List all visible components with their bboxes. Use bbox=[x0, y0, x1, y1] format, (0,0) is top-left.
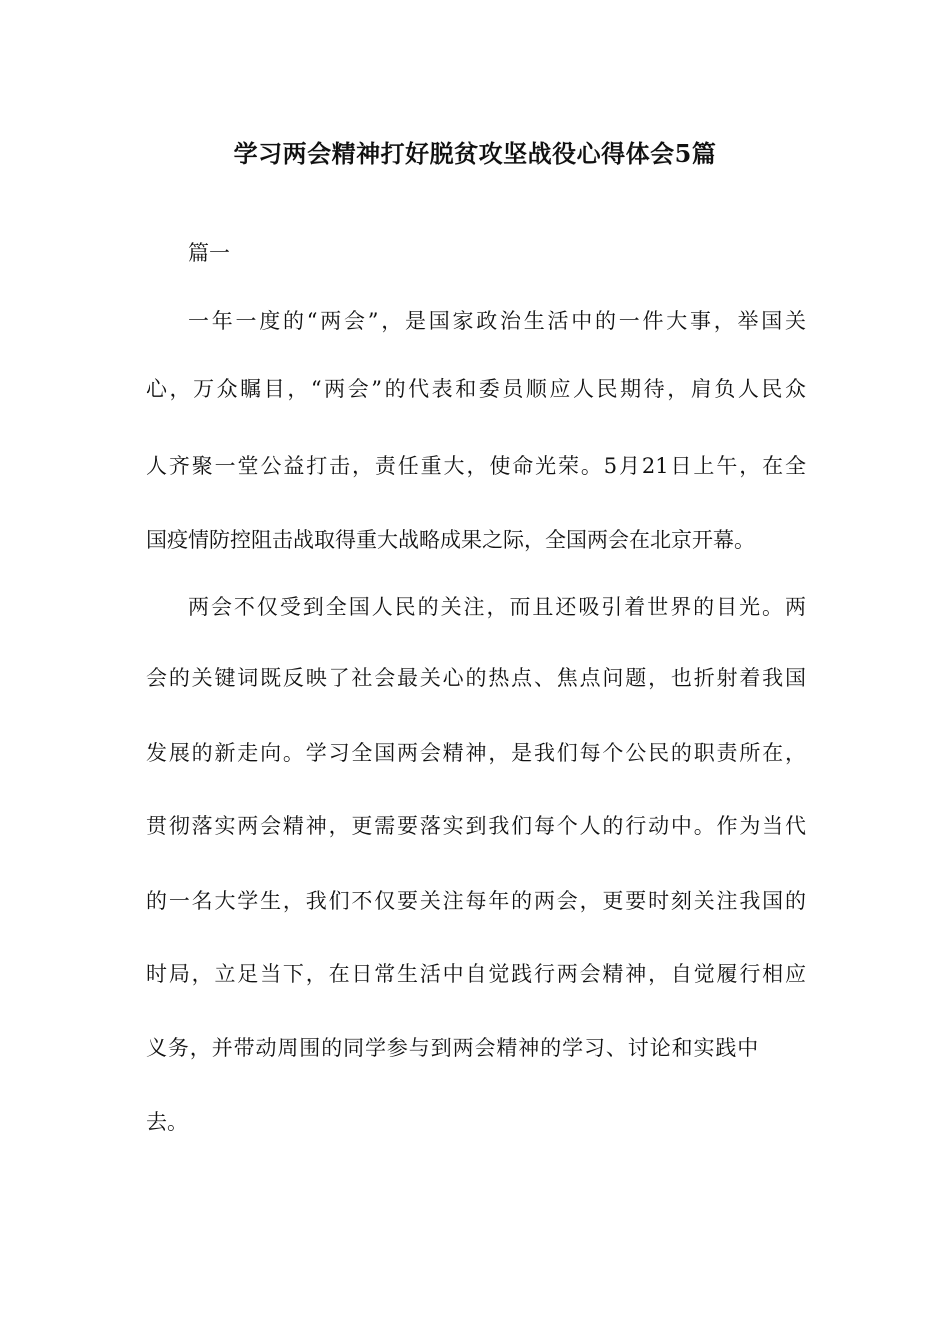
paragraph-line: 义务，并带动周围的同学参与到两会精神的学习、讨论和实践中 bbox=[146, 1036, 760, 1060]
paragraph-line: 国疫情防控阻击战取得重大战略成果之际，全国两会在北京开幕。 bbox=[146, 528, 755, 552]
paragraph-line: 会的关键词既反映了社会最关心的热点、焦点问题，也折射着我国 bbox=[146, 666, 806, 690]
paragraph-line: 贯彻落实两会精神，更需要落实到我们每个人的行动中。作为当代 bbox=[146, 814, 806, 838]
paragraph-line: 的一名大学生，我们不仅要关注每年的两会，更要时刻关注我国的 bbox=[146, 889, 806, 913]
paragraph-line: 一年一度的“两会”，是国家政治生活中的一件大事，举国关 bbox=[188, 309, 806, 333]
document-title: 学习两会精神打好脱贫攻坚战役心得体会5篇 bbox=[233, 139, 717, 168]
section-heading: 篇一 bbox=[188, 241, 230, 265]
paragraph-line: 发展的新走向。学习全国两会精神，是我们每个公民的职责所在， bbox=[146, 741, 806, 765]
paragraph-line: 两会不仅受到全国人民的关注，而且还吸引着世界的目光。两 bbox=[188, 595, 806, 619]
paragraph-line: 时局，立足当下，在日常生活中自觉践行两会精神，自觉履行相应 bbox=[146, 962, 806, 986]
paragraph-line: 人齐聚一堂公益打击，责任重大，使命光荣。5月21日上午，在全 bbox=[146, 454, 806, 478]
paragraph-line: 心，万众瞩目，“两会”的代表和委员顺应人民期待，肩负人民众 bbox=[146, 377, 806, 401]
paragraph-line: 去。 bbox=[146, 1110, 188, 1134]
